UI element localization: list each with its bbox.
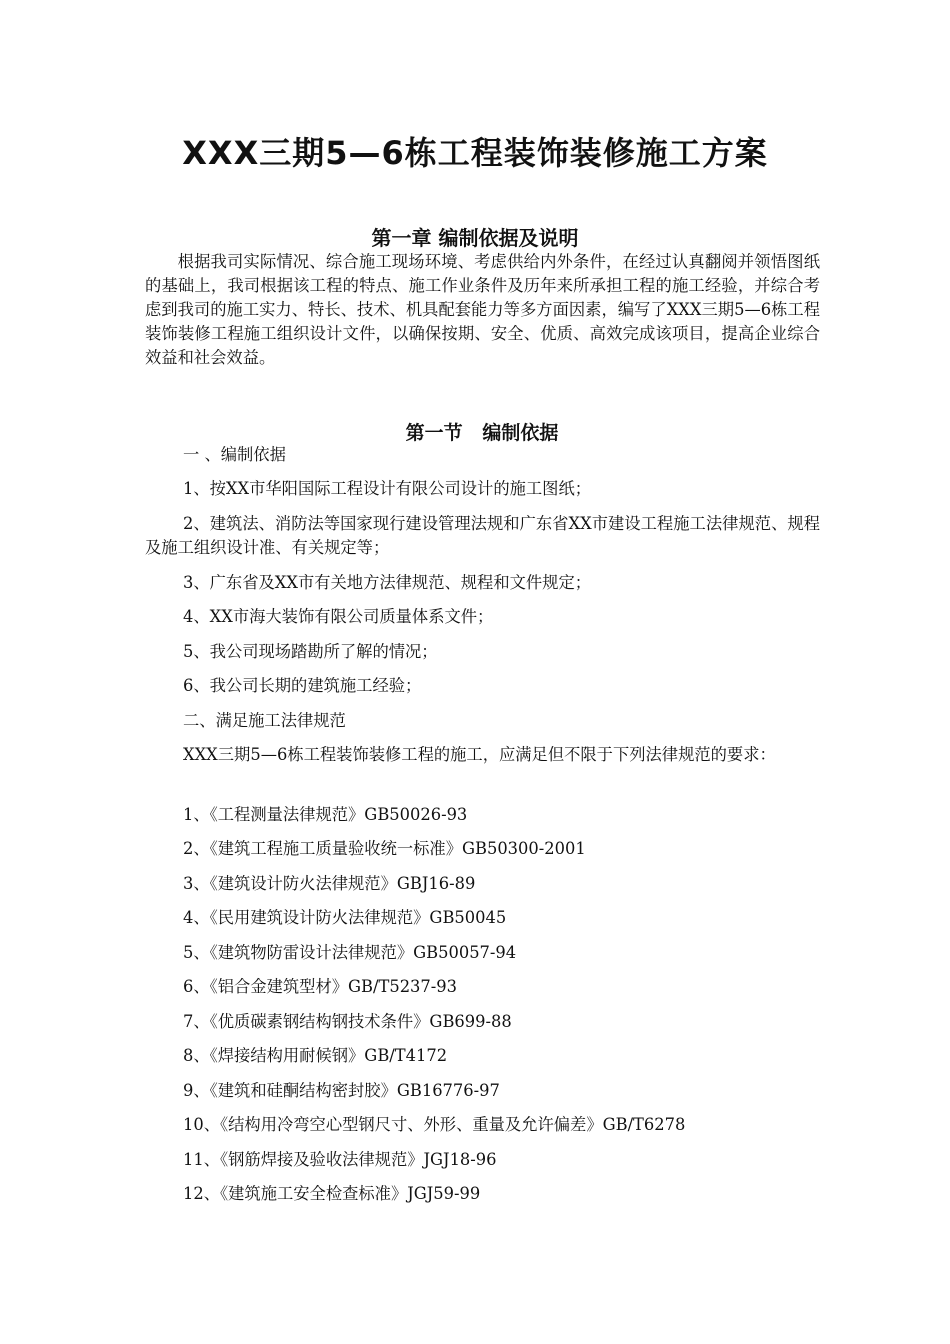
regulation-item: 12、《建筑施工安全检查标准》JGJ59-99: [183, 1184, 481, 1203]
regulation-item: 6、《铝合金建筑型材》GB/T5237-93: [183, 977, 457, 996]
regulations-intro: XXX三期5—6栋工程装饰装修工程的施工，应满足但不限于下列法律规范的要求：: [183, 745, 776, 764]
document-title: XXX三期5—6栋工程装饰装修施工方案: [182, 134, 768, 172]
regulation-item: 5、《建筑物防雷设计法律规范》GB50057-94: [183, 943, 517, 962]
regulations-heading: 二、满足施工法律规范: [183, 711, 346, 730]
regulation-item: 1、《工程测量法律规范》GB50026-93: [183, 805, 468, 824]
basis-item: 2、建筑法、消防法等国家现行建设管理法规和广东省XX市建设工程施工法律规范、规程及施工组织设计准、有关规定等；: [145, 514, 820, 557]
regulation-item: 4、《民用建筑设计防火法律规范》GB50045: [183, 908, 507, 927]
basis-item: 4、XX市海大装饰有限公司质量体系文件；: [183, 607, 494, 626]
chapter-title: 第一章 编制依据及说明: [371, 226, 579, 250]
intro-paragraph: 根据我司实际情况、综合施工现场环境、考虑供给内外条件，在经过认真翻阅并领悟图纸的基础上，我司根据该工程的特点、施工作业条件及历年来所承担工程的施工经验，并综合考虑到我司的施工实力、特长、技术、机具配套能力等多方面因素，编写了XXX三期5—6栋工程装饰装修工程施工组织设计文件，以确保按期、安全、优质、高效完成该项目，提高企业综合效益和社会效益。: [145, 252, 820, 367]
regulation-item: 3、《建筑设计防火法律规范》GBJ16-89: [183, 874, 476, 893]
basis-item: 1、按XX市华阳国际工程设计有限公司设计的施工图纸；: [183, 479, 592, 498]
basis-item: 6、我公司长期的建筑施工经验；: [183, 676, 422, 695]
regulation-item: 11、《钢筋焊接及验收法律规范》JGJ18-96: [183, 1150, 497, 1169]
basis-item: 5、我公司现场踏勘所了解的情况；: [183, 642, 438, 661]
basis-item: 3、广东省及XX市有关地方法律规范、规程和文件规定；: [183, 573, 592, 592]
regulation-item: 9、《建筑和硅酮结构密封胶》GB16776-97: [183, 1081, 500, 1100]
regulation-item: 7、《优质碳素钢结构钢技术条件》GB699-88: [183, 1012, 512, 1031]
basis-heading: 一 、编制依据: [183, 445, 286, 464]
regulation-item: 8、《焊接结构用耐候钢》GB/T4172: [183, 1046, 448, 1065]
section-title: 第一节 编制依据: [405, 422, 559, 444]
regulation-item: 10、《结构用冷弯空心型钢尺寸、外形、重量及允许偏差》GB/T6278: [183, 1115, 686, 1134]
regulation-item: 2、《建筑工程施工质量验收统一标准》GB50300-2001: [183, 839, 586, 858]
